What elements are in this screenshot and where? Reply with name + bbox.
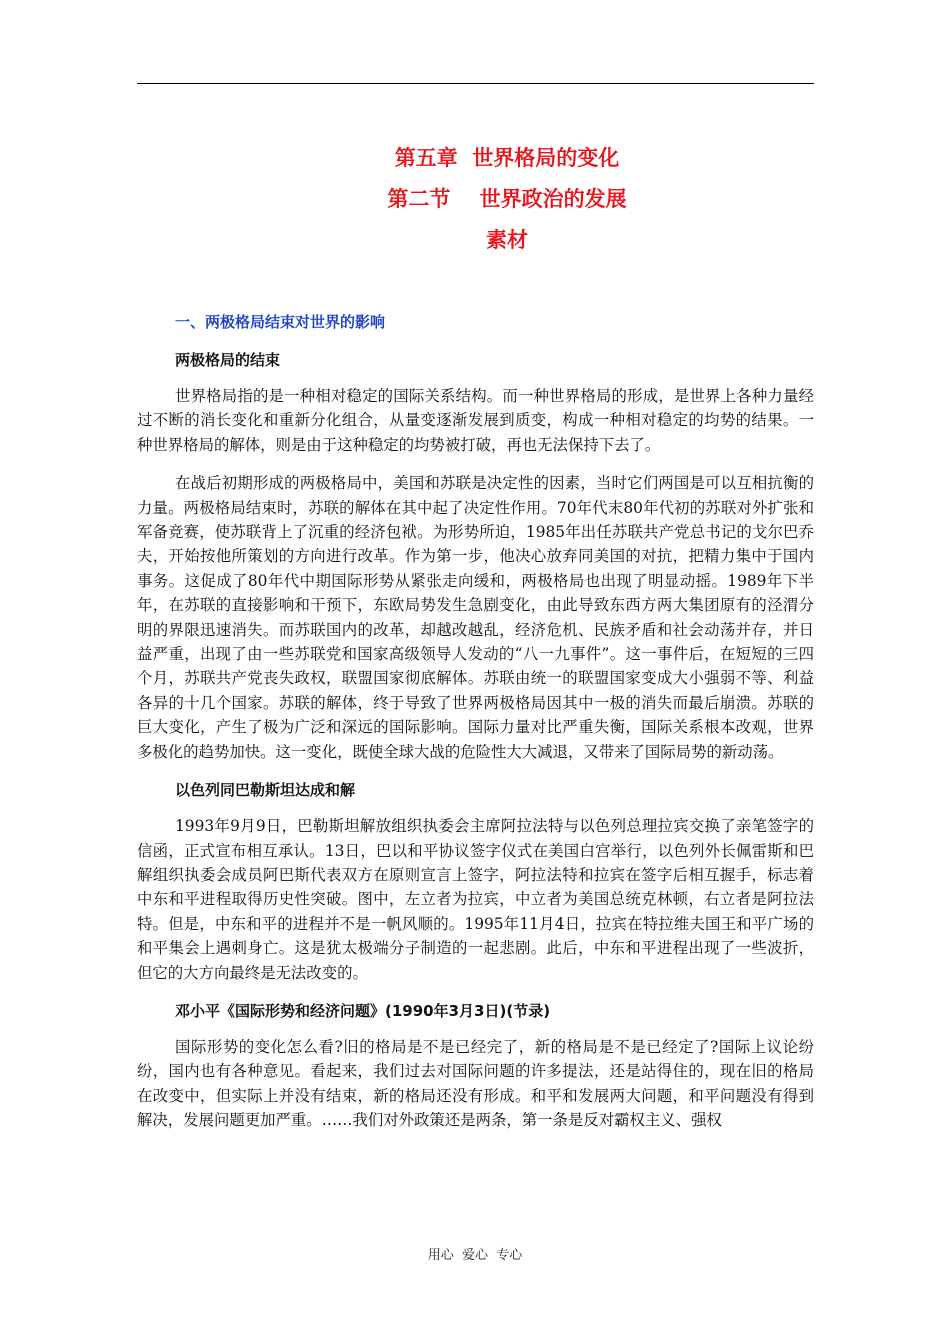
subheading-bipolar-end: 两极格局的结束 [175, 351, 281, 369]
paragraph: 世界格局指的是一种相对稳定的国际关系结构。而一种世界格局的形成，是世界上各种力量经过不断的消长变化和重新分化组合，从量变逐渐发展到质变，构成一种相对稳定的均势的结果。一种世界格局的解体，则是由于这种稳定的均势被打破，再也无法保持下去了。 [137, 387, 814, 454]
title-block [137, 138, 877, 261]
section-title: 第二节 世界政治的发展 [387, 187, 627, 211]
subheading-deng-excerpt: 邓小平《国际形势和经济问题》(1990年3月3日)(节录) [175, 1001, 551, 1020]
chapter-title: 第五章 世界格局的变化 [394, 146, 620, 170]
material-subtitle: 素材 [486, 228, 528, 252]
header-rule [137, 83, 814, 84]
paragraph: 1993年9月9日，巴勒斯坦解放组织执委会主席阿拉法特与以色列总理拉宾交换了亲笔签字的信函，正式宣布相互承认。13日，巴以和平协议签字仪式在美国白宫举行，以色列外长佩雷斯和巴解组织执委会成员阿巴斯代表双方在原则宣言上签字，阿拉法特和拉宾在签字后相互握手，标志着中东和平进程取得历史性突破。图中，左立者为拉宾，中立者为美国总统克林顿，右立者是阿拉法特。但是，中东和平的进程并不是一帆风顺的。1995年11月4日，拉宾在特拉维夫国王和平广场的和平集会上遇刺身亡。这是犹太极端分子制造的一起悲剧。此后，中东和平进程出现了一些波折，但它的大方向最终是无法改变的。 [137, 817, 814, 982]
paragraph: 在战后初期形成的两极格局中，美国和苏联是决定性的因素，当时它们两国是可以互相抗衡的力量。两极格局结束时，苏联的解体在其中起了决定性作用。70年代末80年代初的苏联对外扩张和军备竞赛，使苏联背上了沉重的经济包袱。为形势所迫，1985年出任苏联共产党总书记的戈尔巴乔夫，开始按他所策划的方向进行改革。作为第一步，他决心放弃同美国的对抗，把精力集中于国内事务。这促成了80年代中期国际形势从紧张走向缓和，两极格局也出现了明显动摇。1989年下半年，在苏联的直接影响和干预下，东欧局势发生急剧变化，由此导致东西方两大集团原有的泾渭分明的界限迅速消失。而苏联国内的改革，却越改越乱，经济危机、民族矛盾和社会动荡并存，并日益严重，出现了由一些苏联党和国家高级领导人发动的“八一九事件”。这一事件后，在短短的三四个月，苏联共产党丧失政权，联盟国家彻底解体。苏联由统一的联盟国家变成大小强弱不等、利益各异的十几个国家。苏联的解体，终于导致了世界两极格局因其中一极的消失而最后崩溃。苏联的巨大变化，产生了极为广泛和深远的国际影响。国际力量对比严重失衡，国际关系根本改观，世界多极化的趋势加快。这一变化，既使全球大战的危险性大大减退，又带来了国际局势的新动荡。 [137, 474, 814, 761]
document-body [137, 308, 814, 1133]
section-heading: 一、两极格局结束对世界的影响 [175, 313, 386, 331]
paragraph: 国际形势的变化怎么看?旧的格局是不是已经完了，新的格局是不是已经定了?国际上议论纷纷，国内也有各种意见。看起来，我们过去对国际问题的许多提法，还是站得住的，现在旧的格局在改变中，但实际上并没有结束，新的格局还没有形成。和平和发展两大问题，和平问题没有得到解决，发展问题更加严重。……我们对外政策还是两条，第一条是反对霸权主义、强权 [137, 1037, 814, 1130]
page-footer: 用心 爱心 专心 [427, 1248, 523, 1263]
subheading-israel-palestine: 以色列同巴勒斯坦达成和解 [175, 781, 356, 800]
